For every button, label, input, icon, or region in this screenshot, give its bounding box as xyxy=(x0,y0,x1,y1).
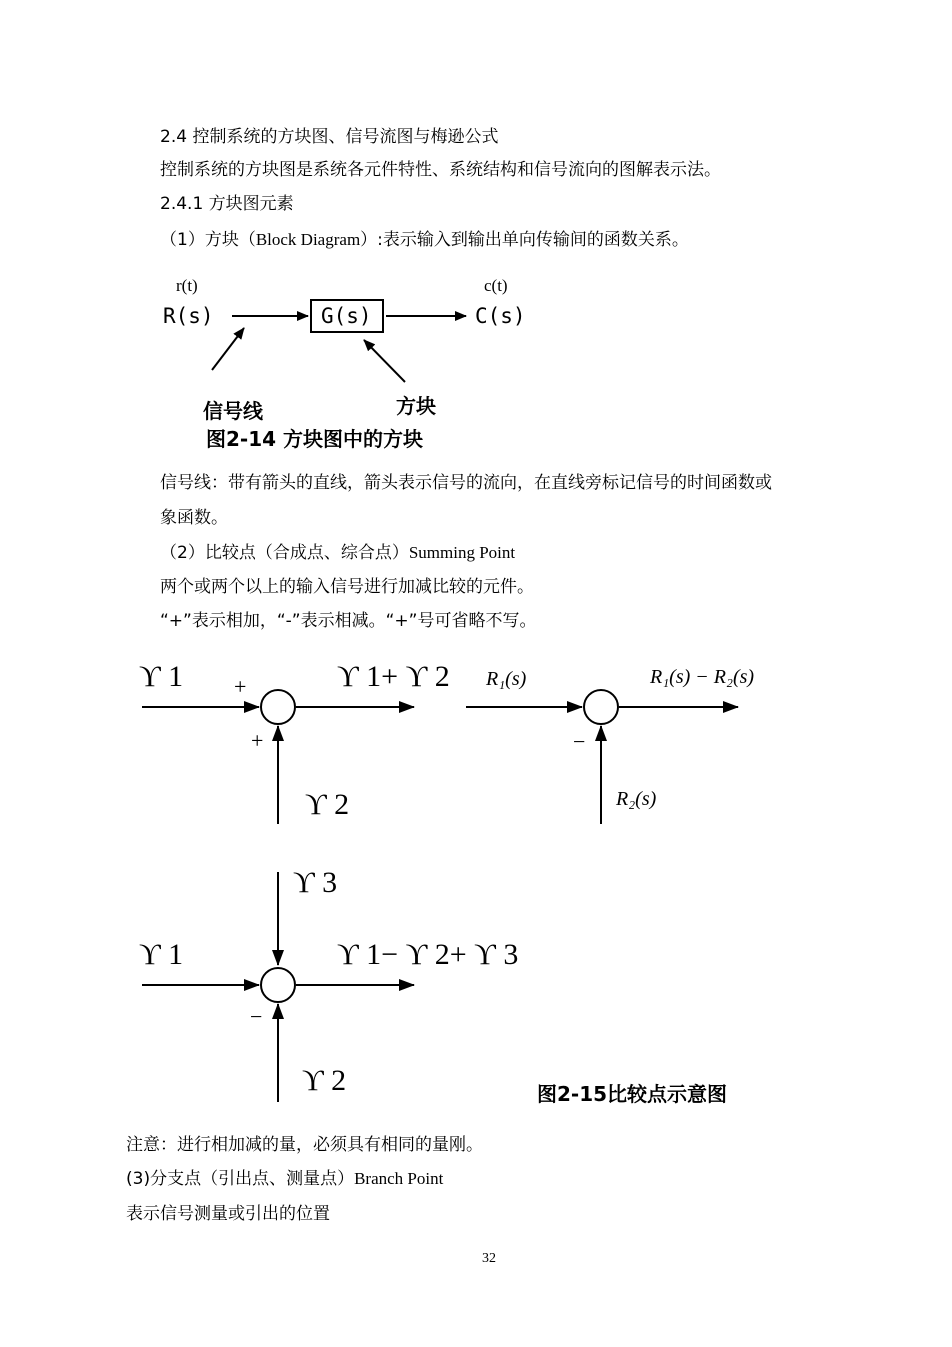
a-in1-label: ϒ 1 xyxy=(139,660,184,693)
item3-prefix: (3)分支点（引出点、测量点） xyxy=(126,1169,355,1189)
item3-text xyxy=(126,1168,443,1190)
Rs-label: R(s) xyxy=(163,304,214,328)
b-summing-junction xyxy=(584,690,618,724)
Cs-label: C(s) xyxy=(475,304,526,328)
page-number: 32 xyxy=(482,1251,496,1266)
item2-en: Summing Point xyxy=(408,543,516,562)
item1-suffix: ）:表示输入到输出单向传输间的函数关系。 xyxy=(360,230,689,250)
figure-2-14-caption: 图2-14 方块图中的方块 xyxy=(206,427,424,451)
item3-desc: 表示信号测量或引出的位置 xyxy=(126,1204,330,1224)
b-sign2: − xyxy=(573,729,586,754)
intro-text: 控制系统的方块图是系统各元件特性、系统结构和信号流向的图解表示法。 xyxy=(160,160,721,180)
c-in1-label: ϒ 1 xyxy=(139,938,184,971)
item2-desc: 两个或两个以上的输入信号进行加减比较的元件。 xyxy=(160,577,534,597)
signal-desc-line1: 信号线：带有箭头的直线，箭头表示信号的流向，在直线旁标记信号的时间函数或 xyxy=(160,473,772,493)
item1-en: Block Diagram xyxy=(255,230,361,249)
c-in2-label: ϒ 2 xyxy=(302,1064,347,1097)
c-in3-label: ϒ 3 xyxy=(293,866,338,899)
b-in1-label: R₁(s) xyxy=(486,668,527,690)
item1-prefix: （1）方块（ xyxy=(160,230,256,250)
a-sign2: + xyxy=(251,728,264,753)
rt-label: r(t) xyxy=(176,276,198,295)
figure-2-15-caption: 图2-15比较点示意图 xyxy=(537,1082,728,1106)
subsection-heading: 2.4.1 方块图元素 xyxy=(160,194,294,214)
signal-desc-line2: 象函数。 xyxy=(160,508,228,528)
a-summing-junction xyxy=(261,690,295,724)
ct-label: c(t) xyxy=(484,276,508,295)
item2-prefix: （2）比较点（合成点、综合点） xyxy=(160,543,409,563)
c-summing-junction xyxy=(261,968,295,1002)
section-heading: 2.4 控制系统的方块图、信号流图与梅逊公式 xyxy=(160,127,499,147)
note-text: 注意：进行相加减的量，必须具有相同的量刚。 xyxy=(126,1135,483,1155)
Gs-label: G(s) xyxy=(321,304,372,328)
item3-en: Branch Point xyxy=(354,1169,444,1188)
block-label: 方块 xyxy=(396,394,436,418)
signal-line-label: 信号线 xyxy=(203,399,263,423)
a-in2-label: ϒ 2 xyxy=(305,788,350,821)
c-sign2: − xyxy=(250,1004,263,1029)
a-sign1: + xyxy=(234,674,247,699)
item2-signs: “+”表示相加，“-”表示相减。“+”号可省略不写。 xyxy=(160,611,537,631)
a-out-label: ϒ 1+ ϒ 2 xyxy=(337,660,450,693)
b-out-label: R₁(s) − R₂(s) xyxy=(650,666,755,688)
c-out-label: ϒ 1− ϒ 2+ ϒ 3 xyxy=(337,938,519,971)
b-in2-label: R₂(s) xyxy=(616,788,657,810)
